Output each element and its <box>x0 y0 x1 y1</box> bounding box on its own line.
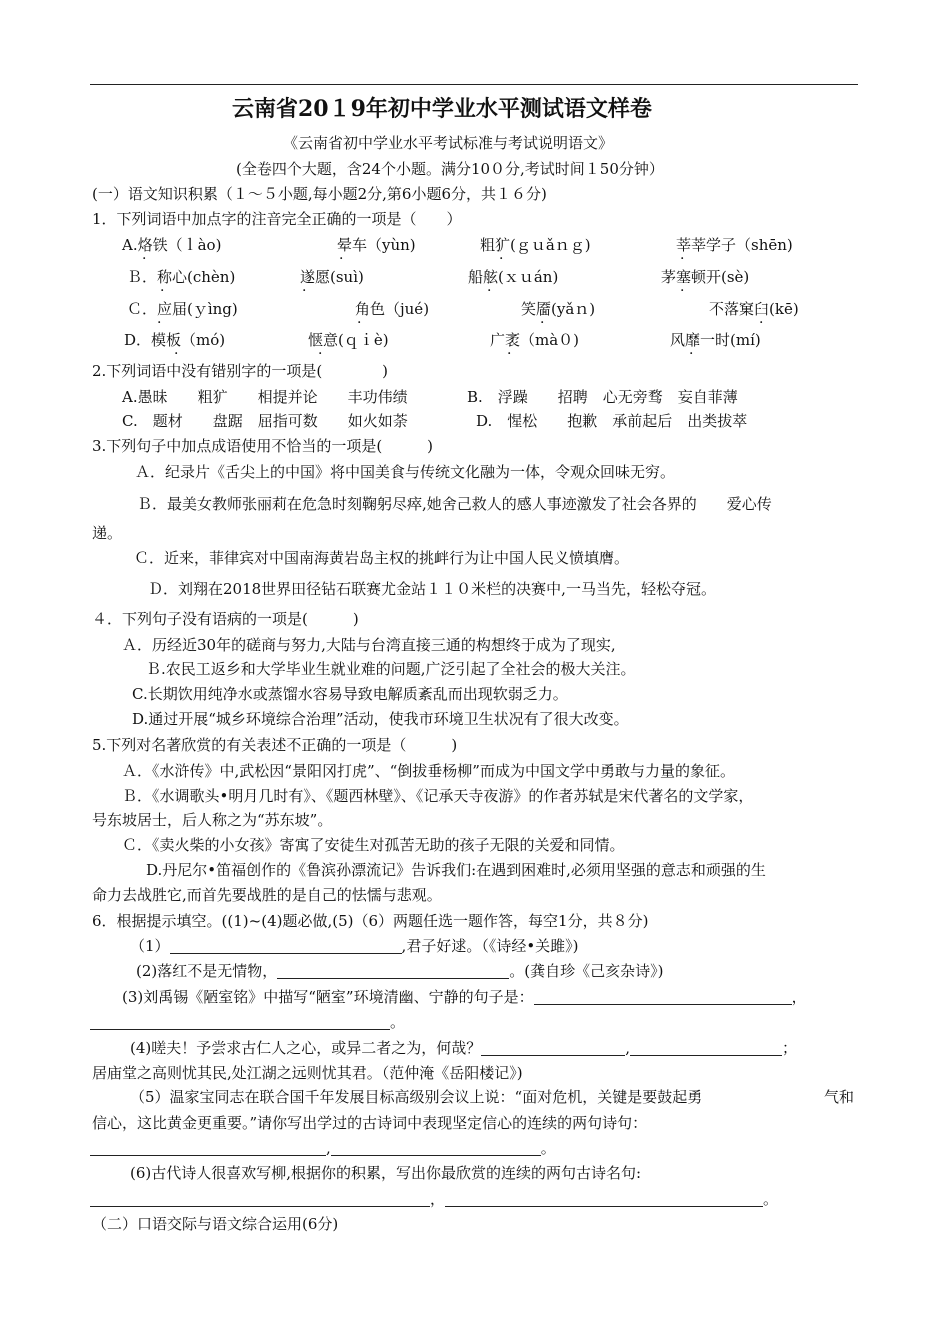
q2-d: D. 惺松 抱歉 承前起后 出类拔萃 <box>476 412 748 430</box>
q6-6-comma: ， <box>430 1190 446 1208</box>
emphasis-dot: · <box>689 346 694 362</box>
answer-blank-3b[interactable] <box>90 1015 390 1030</box>
answer-blank-5b[interactable] <box>331 1141 541 1156</box>
q1-a-3: 粗犷(ｇｕǎｎｇ) <box>480 236 591 254</box>
emphasis-dot: · <box>507 346 512 362</box>
q1-c-2: 角色（jué) <box>355 300 430 318</box>
q4-c: C.长期饮用纯净水或蒸馏水容易导致电解质紊乱而出现软弱乏力。 <box>132 685 568 703</box>
q2-c: C. 题材 盘踞 屈指可数 如火如荼 <box>122 412 408 430</box>
q6-4-text: (4)嗟夫！予尝求古仁人之心，或异二者之为，何哉？ <box>130 1039 482 1057</box>
q6-3-row <box>122 990 807 1005</box>
q6-3-end: 。 <box>390 1013 406 1031</box>
q5-stem: 5.下列对名著欣赏的有关表述不正确的一项是（ ) <box>92 736 458 754</box>
emphasis-dot: · <box>142 251 147 267</box>
emphasis-dot: · <box>318 346 323 362</box>
q3-b-line2: 递。 <box>92 524 123 542</box>
q1-b-3: 船舷(ｘｕán) <box>468 268 559 286</box>
q1-c-1: Ｃ．应届(ｙìng) <box>127 300 238 318</box>
q6-3-text: (3)刘禹锡《陋室铭》中描写“陋室”环境清幽、宁静的句子是： <box>122 988 534 1006</box>
q5-b-line1: Ｂ．《水调歌头•明月几时有》、《题西林壁》、《记承天寺夜游》的作者苏轼是宋代著名的文学家， <box>122 787 754 805</box>
q6-6-answer-row <box>90 1192 778 1207</box>
emphasis-dot: · <box>499 251 504 267</box>
q5-a: Ａ．《水浒传》中,武松因“景阳冈打虎”、“倒拔垂杨柳”而成为中国文学中勇敢与力量的象征。 <box>122 762 735 780</box>
q5-d-line1: D.丹尼尔•笛福创作的《鲁滨孙漂流记》告诉我们:在遇到困难时,必须用坚强的意志和顽强的生 <box>146 861 766 879</box>
q6-4-line2: 居庙堂之高则忧其民,处江湖之远则忧其君。（范仲淹《岳阳楼记》) <box>92 1064 523 1082</box>
q6-1-row <box>130 939 579 954</box>
q6-4-comma: , <box>625 1039 631 1057</box>
q5-b-line2: 号东坡居士，后人称之为“苏东坡”。 <box>92 811 333 829</box>
emphasis-dot: · <box>157 315 162 331</box>
section1-heading: (一）语文知识积累（１～５小题,每小题2分,第6小题6分，共１６分) <box>92 185 547 203</box>
emphasis-dot: · <box>487 283 492 299</box>
q4-a: Ａ．历经近30年的磋商与努力,大陆与台湾直接三通的构想终于成为了现实, <box>122 636 616 654</box>
q1-a-2: 晕车（yùn) <box>337 236 416 254</box>
q6-5-comma: , <box>326 1139 331 1157</box>
q6-stem: 6．根据提示填空。((1)~(4)题必做,(5)（6）两题任选一题作答，每空1分，共８分) <box>92 912 649 930</box>
emphasis-dot: · <box>357 315 362 331</box>
q6-4-row <box>130 1041 797 1056</box>
q1-d-3: 广袤（mà０) <box>490 331 580 349</box>
q3-d: Ｄ．刘翔在2018世界田径钻石联赛尤金站１１０米栏的决赛中,一马当先，轻松夺冠。 <box>148 580 716 598</box>
q1-d-2: 惬意(ｑｉè) <box>308 331 389 349</box>
q6-1-label: （1） <box>130 937 170 955</box>
emphasis-dot: · <box>160 283 165 299</box>
q4-stem: ４．下列句子没有语病的一项是( ) <box>92 610 359 628</box>
q4-d: D.通过开展“城乡环境综合治理”活动，使我市环境卫生状况有了很大改变。 <box>132 710 629 728</box>
q1-c-4: 不落窠臼(kē) <box>709 300 799 318</box>
q3-stem: 3.下列句子中加点成语使用不恰当的一项是( ) <box>92 437 434 455</box>
emphasis-dot: · <box>540 315 545 331</box>
q3-c: Ｃ．近来，菲律宾对中国南海黄岩岛主权的挑衅行为让中国人民义愤填膺。 <box>134 549 630 567</box>
top-rule <box>90 84 858 85</box>
answer-blank-4b[interactable] <box>630 1041 782 1056</box>
subtitle: 《云南省初中学业水平考试标准与考试说明语文》 <box>283 134 614 152</box>
q6-1-tail: ,君子好逑。（《诗经•关雎》) <box>401 937 579 955</box>
answer-blank-1[interactable] <box>170 939 402 954</box>
q1-b-2: 遂愿(suì) <box>300 268 364 286</box>
answer-blank-6b[interactable] <box>445 1192 763 1207</box>
q2-stem: 2.下列词语中没有错别字的一项是( ) <box>92 362 389 380</box>
q1-b-4: 茅塞顿开(sè) <box>661 268 750 286</box>
exam-info: (全卷四个大题，含24个小题。满分10０分,考试时间１50分钟） <box>236 160 664 178</box>
emphasis-dot: · <box>680 283 685 299</box>
q1-d-1: D．模板（mó) <box>124 331 226 349</box>
answer-blank-2[interactable] <box>277 964 509 979</box>
answer-blank-3a[interactable] <box>534 990 792 1005</box>
q6-6-end: 。 <box>763 1190 779 1208</box>
q6-2-row <box>136 964 663 979</box>
q6-5-answer-row <box>90 1141 556 1156</box>
answer-blank-4a[interactable] <box>481 1041 625 1056</box>
q6-5-line1b: 气和 <box>824 1088 855 1106</box>
q6-4-semi: ； <box>782 1039 798 1057</box>
q6-5-line1a: （5）温家宝同志在联合国千年发展目标高级别会议上说：“面对危机，关键是要鼓起勇 <box>130 1088 703 1106</box>
q3-a: Ａ．纪录片《舌尖上的中国》将中国美食与传统文化融为一体，令观众回味无穷。 <box>135 463 676 481</box>
q6-2-tail: 。(龚自珍《己亥杂诗》) <box>509 962 664 980</box>
emphasis-dot: · <box>339 251 344 267</box>
q6-3-row2 <box>90 1015 405 1030</box>
emphasis-dot: · <box>680 251 685 267</box>
q6-5-line2: 信心，这比黄金更重要。”请你写出学过的古诗词中表现坚定信心的连续的两句诗句： <box>92 1114 648 1132</box>
emphasis-dot: · <box>759 315 764 331</box>
section2-heading: （二）口语交际与语文综合运用(6分) <box>92 1215 339 1233</box>
q5-d-line2: 命力去战胜它,而首先要战胜的是自己的怯懦与悲观。 <box>92 886 442 904</box>
q6-5-end: 。 <box>540 1139 556 1157</box>
answer-blank-6a[interactable] <box>90 1192 430 1207</box>
emphasis-dot: · <box>174 346 179 362</box>
q1-stem: 1．下列词语中加点字的注音完全正确的一项是（ ） <box>92 210 462 228</box>
answer-blank-5a[interactable] <box>90 1141 326 1156</box>
q5-c: Ｃ．《卖火柴的小女孩》寄寓了安徒生对孤苦无助的孩子无限的关爱和同情。 <box>122 836 625 854</box>
q1-d-4: 风靡一时(mí) <box>670 331 761 349</box>
q6-3-comma: ， <box>791 988 807 1006</box>
q1-a-4: 莘莘学子（shēn) <box>676 236 793 254</box>
q2-b: B. 浮躁 招聘 心无旁骛 妄自菲薄 <box>467 388 738 406</box>
q3-b-line1: Ｂ．最美女教师张丽莉在危急时刻鞠躬尽瘁,她舍己救人的感人事迹激发了社会各界的 爱心传 <box>137 495 772 513</box>
q1-b-1: Ｂ．称心(chèn) <box>127 268 236 286</box>
page-title: 云南省20１9年初中学业水平测试语文样卷 <box>232 96 652 122</box>
q6-6-line1: (6)古代诗人很喜欢写柳,根据你的积累，写出你最欣赏的连续的两句古诗名句: <box>130 1164 642 1182</box>
q4-b: Ｂ.农民工返乡和大学毕业生就业难的问题,广泛引起了全社会的极大关注。 <box>146 660 636 678</box>
emphasis-dot: · <box>302 283 307 299</box>
q1-c-3: 笑靥(yǎｎ) <box>521 300 596 318</box>
q6-2-label: (2)落红不是无情物， <box>136 962 278 980</box>
q1-a-1: A.烙铁（ｌào) <box>122 236 222 254</box>
q2-a: A.愚昧 粗犷 相提并论 丰功伟绩 <box>122 388 408 406</box>
